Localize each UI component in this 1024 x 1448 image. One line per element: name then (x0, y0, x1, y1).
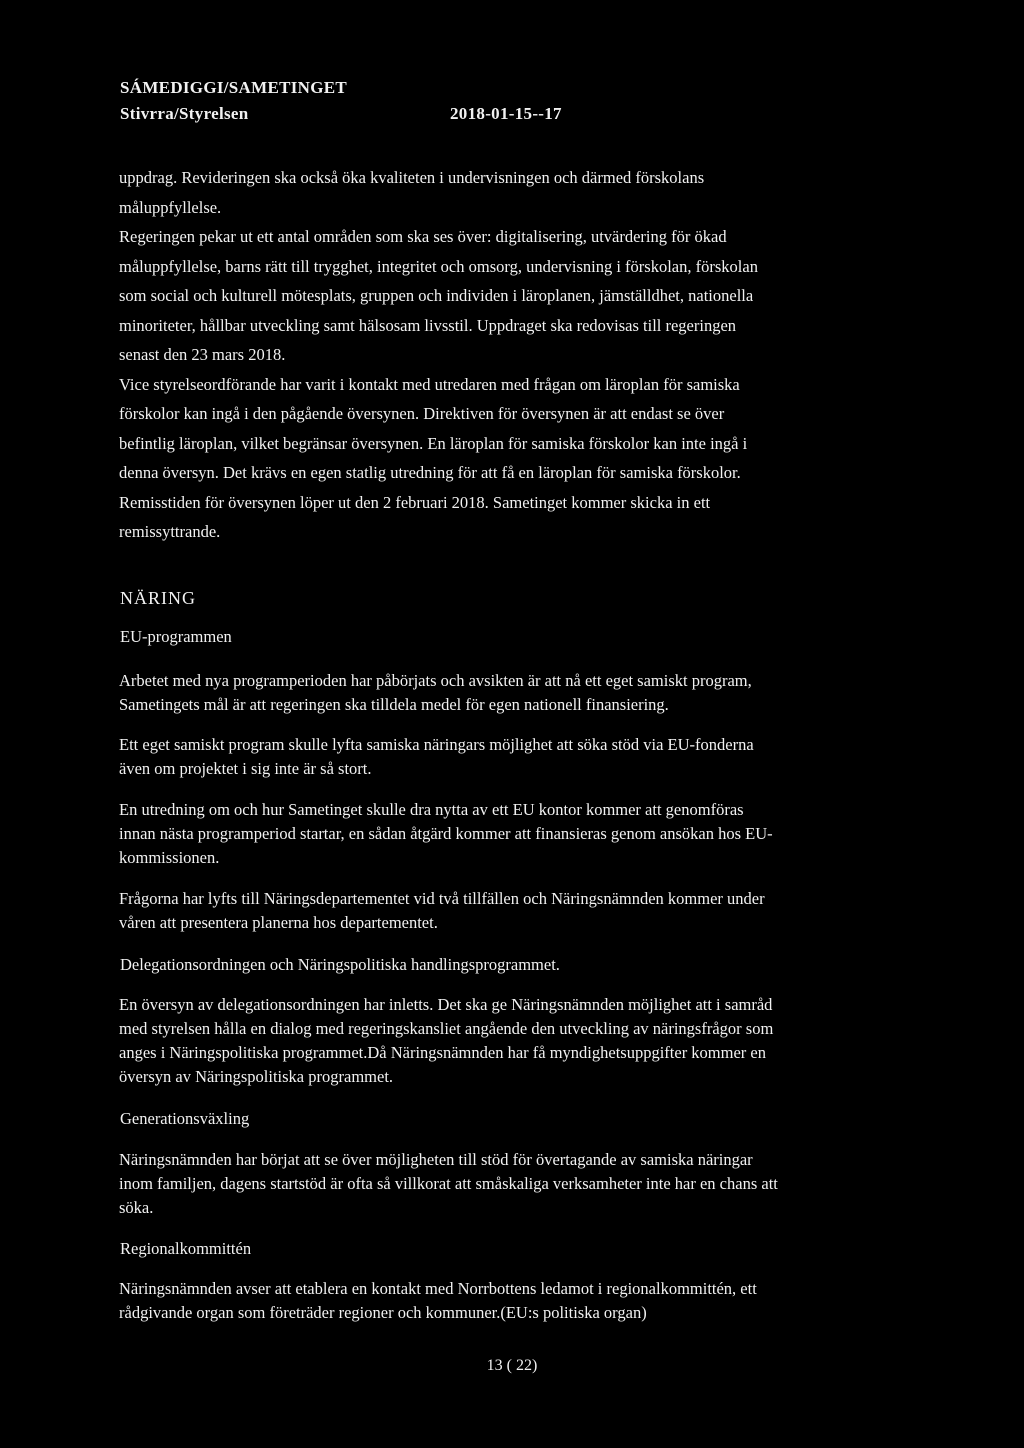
text-line: Näringsnämnden har börjat att se över möjligheten till stöd för övertagande av samiska näringar (119, 1150, 753, 1169)
paragraph-delegationsordningen (119, 993, 959, 1089)
text-line: söka. (119, 1198, 154, 1217)
text-line: våren att presentera planerna hos departementet. (119, 913, 438, 932)
text-line: inom familjen, dagens startstöd är ofta så villkorat att småskaliga verksamheter inte har en chans att (119, 1174, 778, 1193)
text-line: även om projektet i sig inte är så stort. (119, 759, 372, 778)
text-line: med styrelsen hålla en dialog med regeringskansliet angående den utveckling av näringsfrågor som (119, 1019, 774, 1038)
text-line: Sametingets mål är att regeringen ska tilldela medel för egen nationell finansiering. (119, 695, 669, 714)
text-line: innan nästa programperiod startar, en sådan åtgärd kommer att finansieras genom ansökan hos EU- (119, 824, 773, 843)
text-line: En utredning om och hur Sametinget skulle dra nytta av ett EU kontor kommer att genomföras (119, 800, 744, 819)
document-date: 2018-01-15--17 (450, 104, 562, 123)
subheading-regionalkommitten: Regionalkommittén (120, 1239, 252, 1258)
text-line: uppdrag. Revideringen ska också öka kvaliteten i undervisningen och därmed förskolans (119, 168, 705, 187)
paragraph-eu-program (119, 669, 959, 717)
paragraph-regionalkommitten (119, 1277, 959, 1325)
text-line: befintlig läroplan, vilket begränsar översynen. En läroplan för samiska förskolor kan inte ingå i (119, 433, 748, 453)
intro-text (119, 163, 959, 547)
subheading-delegationsordningen: Delegationsordningen och Näringspolitiska handlingsprogrammet. (120, 955, 560, 974)
text-line: Regeringen pekar ut ett antal områden som ska ses över: digitalisering, utvärdering för ökad (119, 227, 727, 246)
text-line: Ett eget samiskt program skulle lyfta samiska näringars möjlighet att söka stöd via EU-fonderna (119, 735, 754, 754)
text-line: remissyttrande. (119, 522, 221, 541)
text-line: Remisstiden för översynen löper ut den 2 februari 2018. Sametinget kommer skicka in ett (119, 492, 711, 512)
paragraph-generationsvaxling (119, 1148, 959, 1220)
subheading-eu-programmen: EU-programmen (120, 627, 232, 646)
page-number: 13 ( 22) (486, 1357, 538, 1374)
text-line: minoriteter, hållbar utveckling samt hälsosam livsstil. Uppdraget ska redovisas till regeringen (119, 315, 737, 335)
text-line: förskolor kan ingå i den pågående översynen. Direktiven för översynen är att endast se över (119, 404, 725, 423)
text-line: som social och kulturell mötesplats, gruppen och individen i läroplanen, jämställdhet, nationella (119, 286, 754, 305)
section-heading-naring: NÄRING (120, 588, 196, 608)
paragraph-naringsdepartementet (119, 887, 959, 935)
text-line: En översyn av delegationsordningen har inletts. Det ska ge Näringsnämnden möjlighet att i samråd (119, 995, 773, 1014)
text-line: Näringsnämnden avser att etablera en kontakt med Norrbottens ledamot i regionalkommittén, ett (119, 1279, 757, 1298)
text-line: senast den 23 mars 2018. (119, 345, 286, 364)
text-line: rådgivande organ som företräder regioner och kommuner.(EU:s politiska organ) (119, 1303, 647, 1322)
text-line: Arbetet med nya programperioden har påbörjats och avsikten är att nå ett eget samiskt program, (119, 671, 752, 690)
text-line: denna översyn. Det krävs en egen statlig utredning för att få en läroplan för samiska förskolor. (119, 463, 741, 482)
paragraph-samiskt-program (119, 733, 959, 781)
text-line: översyn av Näringspolitiska programmet. (119, 1067, 394, 1086)
paragraph-eu-kontor (119, 798, 959, 870)
text-line: Frågorna har lyfts till Näringsdepartementet vid två tillfällen och Näringsnämnden kommer under (119, 889, 765, 908)
text-line: Vice styrelseordförande har varit i kontakt med utredaren med frågan om läroplan för samiska (119, 374, 740, 394)
unit-name: Stivrra/Styrelsen (120, 104, 249, 123)
text-line: anges i Näringspolitiska programmet.Då Näringsnämnden har få myndighetsuppgifter kommer en (119, 1043, 766, 1062)
text-line: måluppfyllelse, barns rätt till trygghet, integritet och omsorg, undervisning i förskolan, förskolan (119, 256, 758, 276)
subheading-generationsvaxling: Generationsväxling (120, 1109, 250, 1128)
text-line: måluppfyllelse. (119, 197, 222, 217)
organization-name: SÁMEDIGGI/SAMETINGET (120, 78, 348, 97)
text-line: kommissionen. (119, 848, 220, 867)
